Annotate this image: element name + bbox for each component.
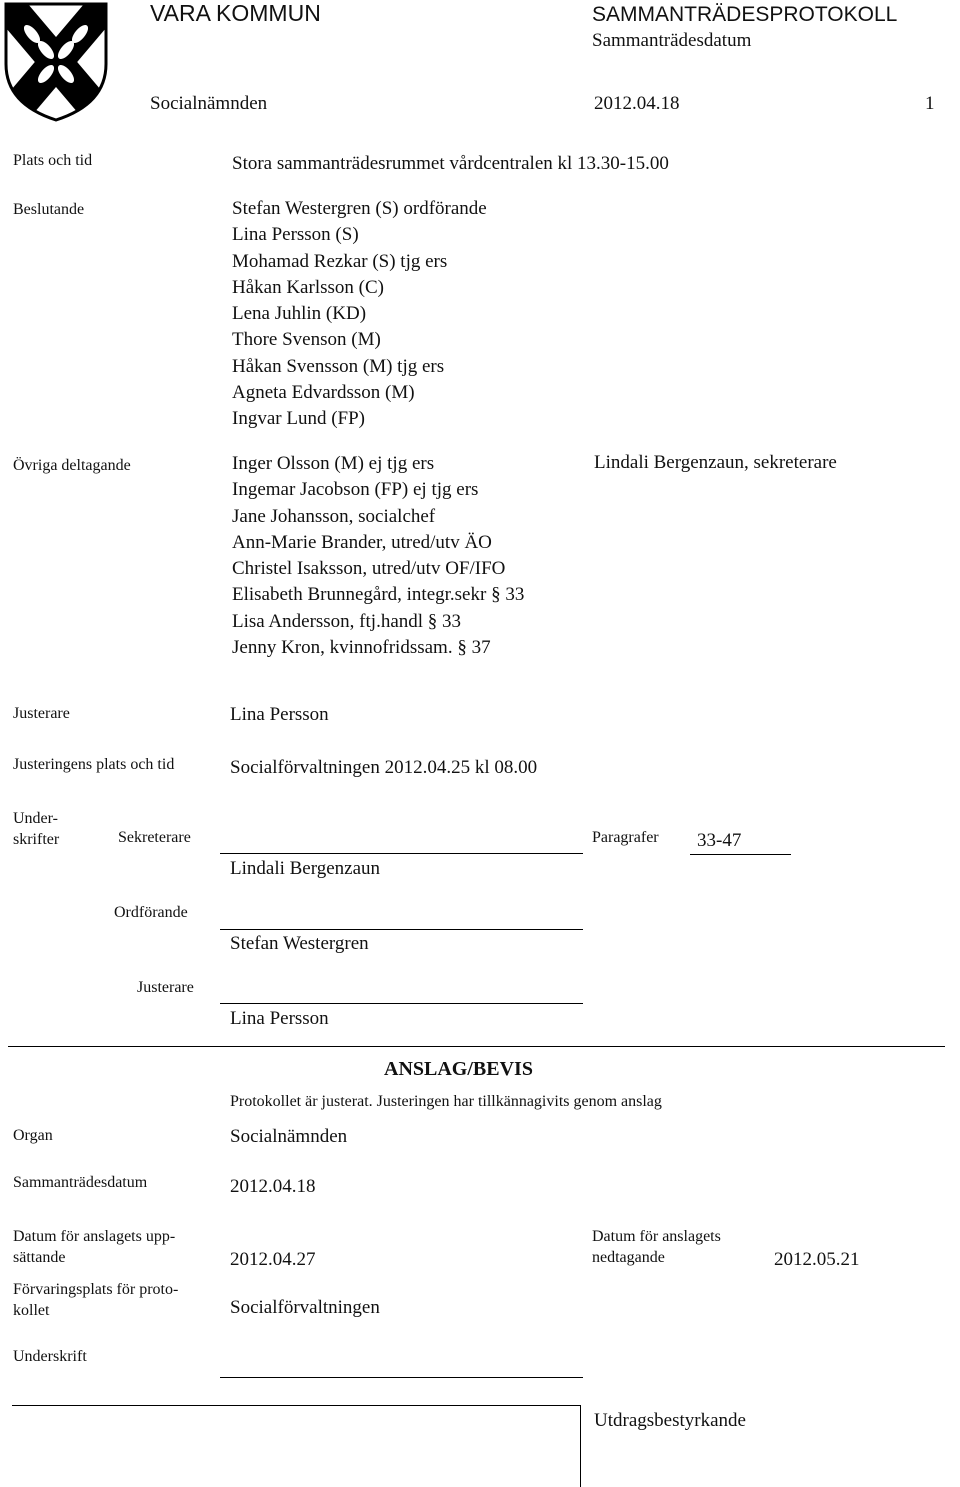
storage-value: Socialförvaltningen [230, 1297, 380, 1318]
municipality-name: VARA KOMMUN [150, 0, 321, 26]
list-item: Lena Juhlin (KD) [232, 303, 367, 325]
notice-title: ANSLAG/BEVIS [384, 1058, 533, 1080]
footer-divider [12, 1405, 580, 1406]
list-item: Håkan Karlsson (C) [232, 276, 384, 298]
secretary-name: Lindali Bergenzaun, sekreterare [594, 452, 837, 473]
signature-label: Underskrift [13, 1348, 87, 1365]
list-item: Jane Johansson, socialchef [232, 505, 436, 527]
meeting-date-value: 2012.04.18 [230, 1176, 316, 1197]
posted-date-value: 2012.04.27 [230, 1249, 316, 1270]
list-item: Lisa Andersson, ftj.handl § 33 [232, 610, 462, 632]
adjuster-role: Justerare [137, 979, 194, 996]
list-item: Ingemar Jacobson (FP) ej tjg ers [232, 479, 479, 501]
decision-makers-label: Beslutande [13, 201, 85, 218]
secretary-role: Sekreterare [118, 829, 191, 846]
section-divider [8, 1046, 945, 1047]
organ-label: Organ [13, 1127, 53, 1144]
adjuster-label: Justerare [13, 705, 70, 722]
adjuster-name: Lina Persson [230, 704, 329, 725]
header-date: 2012.04.18 [594, 93, 680, 114]
list-item: Ingvar Lund (FP) [232, 408, 365, 430]
adjuster-signature-name: Lina Persson [230, 1008, 329, 1029]
adjuster-signature-line [220, 1003, 583, 1004]
chair-role: Ordförande [114, 904, 188, 921]
list-item: Elisabeth Brunnegård, integr.sekr § 33 [232, 584, 525, 606]
place-label: Plats och tid [13, 152, 93, 169]
storage-label: Förvaringsplats för proto- kollet [13, 1281, 179, 1319]
list-item: Thore Svenson (M) [232, 329, 381, 351]
meeting-date-label: Sammanträdesdatum [13, 1174, 148, 1191]
date-label: Sammanträdesdatum [592, 30, 752, 51]
extract-certification-label: Utdragsbestyrkande [594, 1410, 746, 1431]
list-item: Agneta Edvardsson (M) [232, 382, 415, 404]
other-participants-list [232, 451, 524, 661]
list-item: Mohamad Rezkar (S) tjg ers [232, 250, 448, 272]
chair-signature-line [220, 929, 583, 930]
signatures-label: Under- skrifter [13, 810, 60, 848]
posted-date-label: Datum för anslagets upp- sättande [13, 1228, 176, 1266]
footer-separator [580, 1405, 581, 1487]
removed-date-label: Datum för anslagets nedtagande [592, 1228, 721, 1266]
document-type: SAMMANTRÄDESPROTOKOLL [592, 3, 898, 26]
municipality-logo [2, 0, 110, 122]
paragraphs-line [690, 854, 791, 855]
list-item: Jenny Kron, kvinnofridssam. § 37 [232, 637, 491, 659]
chair-signature-name: Stefan Westergren [230, 933, 369, 954]
adjust-place: Socialförvaltningen 2012.04.25 kl 08.00 [230, 757, 538, 778]
list-item: Ann-Marie Brander, utred/utv ÄO [232, 531, 492, 553]
list-item: Stefan Westergren (S) ordförande [232, 198, 487, 219]
adjust-place-label: Justeringens plats och tid [13, 756, 175, 773]
secretary-signature-name: Lindali Bergenzaun [230, 858, 381, 879]
secretary-signature-line [220, 853, 583, 854]
paragraphs-label: Paragrafer [592, 829, 659, 846]
header-organ: Socialnämnden [150, 93, 268, 114]
removed-date-value: 2012.05.21 [774, 1249, 860, 1270]
notice-statement: Protokollet är justerat. Justeringen har tillkännagivits genom anslag [230, 1093, 662, 1110]
list-item: Lina Persson (S) [232, 224, 359, 246]
notice-signature-line [220, 1377, 583, 1378]
page-number: 1 [925, 93, 935, 114]
decision-makers-list [232, 196, 487, 433]
meeting-place: Stora sammanträdesrummet vårdcentralen kl 13.30-15.00 [232, 153, 669, 174]
list-item: Christel Isaksson, utred/utv OF/IFO [232, 558, 506, 580]
paragraphs-value: 33-47 [697, 830, 742, 851]
list-item: Håkan Svensson (M) tjg ers [232, 355, 445, 377]
other-participants-label: Övriga deltagande [13, 457, 131, 474]
list-item: Inger Olsson (M) ej tjg ers [232, 453, 435, 474]
organ-value: Socialnämnden [230, 1126, 348, 1147]
coat-of-arms-icon [2, 0, 110, 122]
